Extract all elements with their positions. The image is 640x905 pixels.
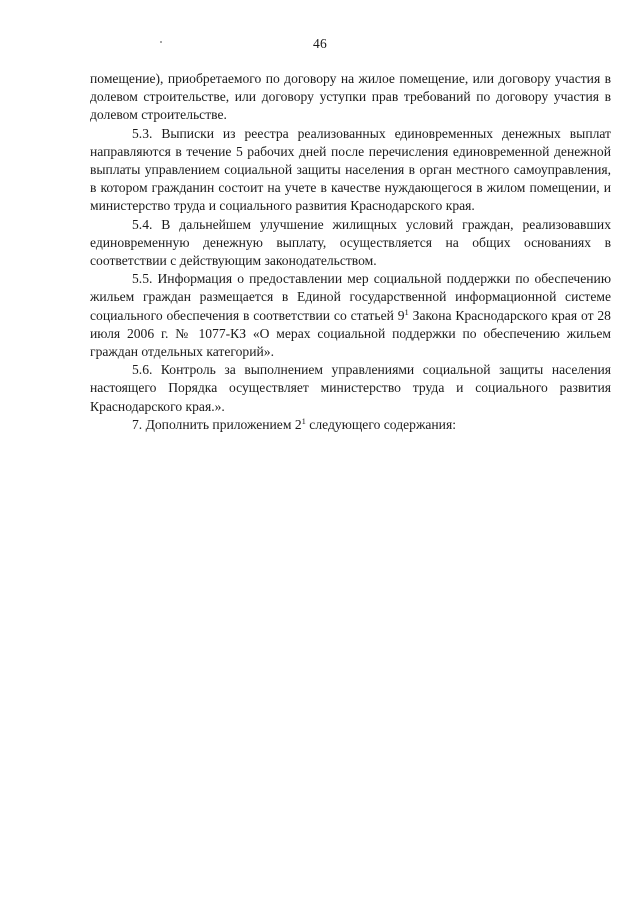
page-number: 46 [313,36,327,51]
paragraph-5-6: 5.6. Контроль за выполнением управлениями социальной защиты населения настоящего Порядка осуществляет министерство труда и социального развития Краснодарского края.». [90,362,611,414]
paragraph-5-5 [90,270,611,361]
article-superscript: 1 [404,306,409,317]
paragraph-5-4: 5.4. В дальнейшем улучшение жилищных условий граждан, реализовавших единовременную денежную выплату, осуществляется на общих основаниях в соответствии с действующим законодательством. [90,216,611,269]
paragraph-7-text-start: 7. Дополнить приложением 2 [132,416,302,432]
document-body [90,70,611,434]
appendix-superscript: 1 [301,415,306,426]
paragraph-5-5-text-end: Закона Краснодарского края от 28 июля 2006 г. № 1077-КЗ «О мерах социальной поддержки по обеспечению жильем граждан отдельных категорий». [90,307,611,360]
paragraph-7 [90,416,611,434]
paragraph-5-3: 5.3. Выписки из реестра реализованных единовременных денежных выплат направляются в течение 5 рабочих дней после перечисления единовременной денежной выплаты управлением социальной защиты населения в орган местного самоуправления, в котором гражданин состоит на учете в качестве нуждающегося в жилом помещении, и министерство труда и социального развития Краснодарского края. [90,125,611,214]
paragraph-continuation: помещение), приобретаемого по договору на жилое помещение, или договору участия в долевом строительстве, или договору уступки прав требований по договору участия в долевом строительстве. [90,71,611,123]
paragraph-7-text-end: следующего содержания: [305,416,456,432]
paragraph-5-5-text-start: 5.5. Информация о предоставлении мер социальной поддержки по обеспечению жильем граждан размещается в Единой государственной информационной системе социального обеспечения в соответствии со статьей 9 [90,271,611,323]
